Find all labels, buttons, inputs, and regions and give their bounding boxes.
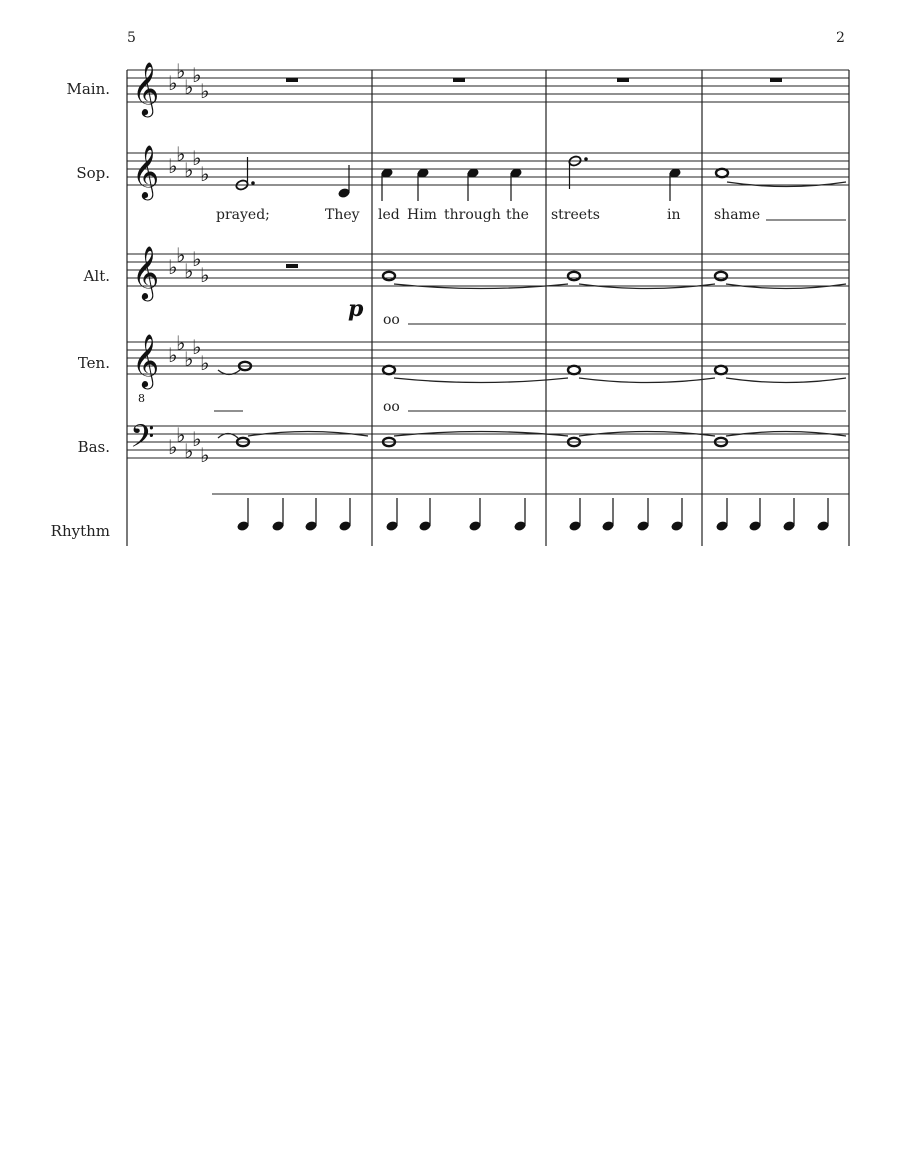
lyric-syllable: through bbox=[444, 207, 501, 223]
dynamic-marking-piano: p bbox=[348, 296, 364, 322]
flat-icon: ♭ bbox=[168, 71, 178, 95]
lyric-syllable: shame bbox=[714, 207, 761, 223]
flat-icon: ♭ bbox=[192, 146, 202, 170]
flat-icon: ♭ bbox=[192, 427, 202, 451]
flat-icon: ♭ bbox=[200, 79, 210, 103]
flat-icon: ♭ bbox=[184, 347, 194, 371]
tie bbox=[579, 378, 715, 383]
whole-note bbox=[383, 366, 395, 374]
instrument-label-rhythm: Rhythm bbox=[50, 522, 110, 540]
treble-clef-icon: 𝄞 bbox=[132, 333, 160, 387]
flat-icon: ♭ bbox=[168, 435, 178, 459]
flat-icon: ♭ bbox=[192, 63, 202, 87]
whole-note bbox=[383, 272, 395, 280]
lyric-syllable: led bbox=[378, 207, 400, 223]
lyric-syllable-alto: oo bbox=[383, 312, 400, 328]
whole-rest bbox=[286, 78, 298, 82]
flat-icon: ♭ bbox=[200, 443, 210, 467]
flat-icon: ♭ bbox=[176, 59, 186, 83]
clefs bbox=[130, 61, 159, 462]
augmentation-dot bbox=[584, 157, 588, 161]
augmentation-dot bbox=[251, 181, 255, 185]
flat-icon: ♭ bbox=[168, 343, 178, 367]
flat-icon: ♭ bbox=[192, 335, 202, 359]
flat-icon: ♭ bbox=[168, 154, 178, 178]
notes bbox=[235, 78, 830, 532]
tie bbox=[727, 182, 846, 187]
whole-note bbox=[716, 169, 728, 177]
ties bbox=[218, 182, 846, 438]
whole-note bbox=[715, 366, 727, 374]
flat-icon: ♭ bbox=[200, 263, 210, 287]
instrument-label-soprano: Sop. bbox=[76, 164, 110, 182]
whole-note bbox=[568, 272, 580, 280]
flat-icon: ♭ bbox=[184, 259, 194, 283]
flat-icon: ♭ bbox=[176, 142, 186, 166]
tie bbox=[394, 378, 568, 383]
instrument-label-main: Main. bbox=[66, 80, 110, 98]
flat-icon: ♭ bbox=[168, 255, 178, 279]
flat-icon: ♭ bbox=[184, 439, 194, 463]
tie bbox=[726, 378, 846, 383]
whole-rest bbox=[286, 264, 298, 268]
lyric-syllable-tenor: oo bbox=[383, 399, 400, 415]
octave-8-icon: 8 bbox=[138, 392, 145, 405]
whole-note bbox=[568, 366, 580, 374]
treble-clef-icon: 𝄞 bbox=[132, 245, 160, 299]
whole-rest bbox=[453, 78, 465, 82]
whole-rest bbox=[617, 78, 629, 82]
measure-number: 5 bbox=[127, 30, 136, 46]
whole-rest bbox=[770, 78, 782, 82]
flat-icon: ♭ bbox=[176, 423, 186, 447]
lyric-syllable: in bbox=[667, 207, 681, 223]
flat-icon: ♭ bbox=[200, 351, 210, 375]
flat-icon: ♭ bbox=[192, 247, 202, 271]
lyric-extenders bbox=[214, 220, 846, 411]
key-signatures bbox=[168, 59, 209, 467]
instrument-label-tenor: Ten. bbox=[77, 354, 110, 372]
treble-clef-icon: 𝄞 bbox=[132, 144, 160, 198]
flat-icon: ♭ bbox=[176, 243, 186, 267]
flat-icon: ♭ bbox=[176, 331, 186, 355]
flat-icon: ♭ bbox=[200, 162, 210, 186]
lyric-syllable: They bbox=[325, 207, 360, 223]
lyric-syllable: streets bbox=[551, 207, 600, 223]
bass-clef-icon: 𝄢 bbox=[130, 418, 155, 462]
treble-clef-icon: 𝄞 bbox=[132, 61, 160, 115]
barlines bbox=[127, 70, 849, 546]
flat-icon: ♭ bbox=[184, 158, 194, 182]
instrument-label-bass: Bas. bbox=[77, 438, 110, 456]
instrument-label-alto: Alt. bbox=[83, 267, 110, 285]
flat-icon: ♭ bbox=[184, 75, 194, 99]
lyric-syllable: prayed; bbox=[216, 207, 270, 223]
staff-lines bbox=[127, 70, 849, 494]
page-number: 2 bbox=[836, 30, 845, 46]
whole-note bbox=[715, 272, 727, 280]
lyric-syllable: Him bbox=[407, 207, 437, 223]
lyric-syllable: the bbox=[506, 207, 529, 223]
